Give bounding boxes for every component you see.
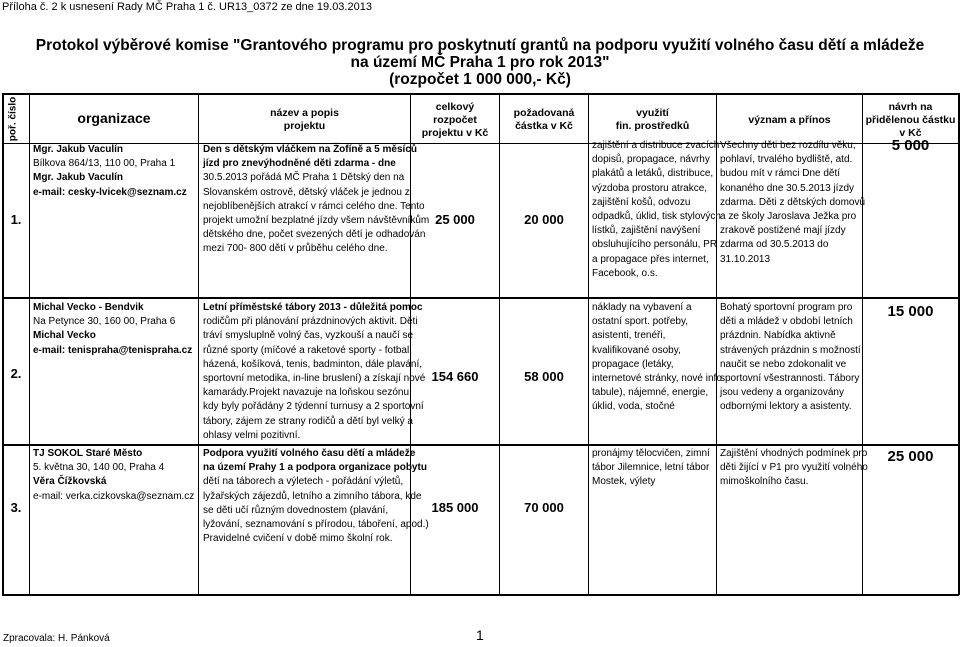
usage-cell: zajištění a distribuce zvacích dopisů, propagace, návrhy plakátů a letáků, distribuce, výzdoba prostoru atrakce, zajištění košů, odvozu odpadků, úklid, tisk stylových lístků, zajištění navýšení obsluhujícího personálu, PR a propagace přes internet, Facebook, o.s. bbox=[592, 140, 721, 279]
header-navrh: návrh na přidělenou částku v Kč bbox=[865, 101, 956, 139]
usage-cell: pronájmy tělocvičen, zimní tábor Jilemnice, letní tábor Mostek, výlety bbox=[592, 448, 710, 488]
organization-cell: TJ SOKOL Staré Město 5. května 30, 140 00, Praha 4 Věra Čížkovská e-mail: verka.cizkovska@seznam.cz bbox=[33, 448, 195, 502]
budget-value: 185 000 bbox=[431, 500, 479, 515]
proposed-amount: 25 000 bbox=[887, 448, 934, 465]
significance-cell: Všechny děti bez rozdílu věku, pohlaví, trvalého bydliště, atd. budou mít v rámci Dne dětí konaného dne 30.5.2013 jízdy zdarma. Děti z dětských domovů a ze školy Jaroslava Ježka pro zrakově postižené mají jízdy zdarma od 30.5.2013 do 31.10.2013 bbox=[720, 140, 866, 265]
project-cell: Letní příměstské tábory 2013 - důležitá pomoc rodičům při plánování prázdninových aktivit. Děti tráví smysluplně volný čas, vyzkouší a naučí se různé sporty (míčové a raketové sporty - fotbal, házená, košíková, tenis, badminton, dále plavání, sportovní metodika, in-line bruslení) a získají nové kamarády.Projekt navazuje na loňskou sezónu, kdy byly pořádány 2 týdenní turnusy a 2 sportovní tábory, zájem ze strany rodičů a dětí byl velký a ohlasy velmi pozitivní. bbox=[203, 302, 426, 441]
proposed-amount: 15 000 bbox=[887, 303, 934, 320]
requested-value: 20 000 bbox=[524, 212, 564, 227]
header-por-cislo: poř. číslo bbox=[7, 96, 19, 142]
project-cell: Podpora využití volného času dětí a mládeže na území Prahy 1 a podpora organizace pobytu dětí na táborech a výletech - pořádání výletů, lyžařských zájezdů, letního a zimního tábora, kde se děti učí různým dovednostem (plavání, lyžování, seznamování s přírodou, táboření, apod.) Pravidelné cvičení v době mimo školní rok. bbox=[203, 448, 429, 545]
organization-cell: Michal Vecko - Bendvik Na Petynce 30, 160 00, Praha 6 Michal Vecko e-mail: tenispraha@tenispraha.cz bbox=[33, 302, 193, 356]
prepared-by: Zpracovala: H. Pánková bbox=[3, 633, 110, 644]
header-pozadovana: požadovaná částka v Kč bbox=[513, 107, 575, 132]
header-nazev: název a popis projektu bbox=[270, 107, 339, 132]
header-vyznam: význam a přínos bbox=[748, 114, 831, 126]
row-number: 3. bbox=[10, 500, 22, 515]
page-title: Protokol výběrové komise "Grantového programu pro poskytnutí grantů na podporu využití volného času dětí a mládeže bbox=[35, 37, 925, 54]
requested-value: 58 000 bbox=[524, 369, 564, 384]
row-number: 1. bbox=[10, 212, 22, 227]
header-organizace: organizace bbox=[77, 110, 151, 126]
budget-value: 25 000 bbox=[435, 212, 475, 227]
row-number: 2. bbox=[10, 366, 22, 381]
usage-cell: náklady na vybavení a ostatní sport. potřeby, asistenti, trenéři, kvalifikované osoby, propagace (letáky, internetové stránky, nové info tabule), nájemné, energie, úklid, voda, stočné bbox=[592, 302, 722, 413]
annex-note: Příloha č. 2 k usnesení Rady MČ Praha 1 č. UR13_0372 ze dne 19.03.2013 bbox=[2, 1, 372, 13]
page-title-line2: na území MČ Praha 1 pro rok 2013" bbox=[350, 54, 610, 71]
page-number: 1 bbox=[476, 627, 484, 643]
budget-value: 154 660 bbox=[431, 369, 479, 384]
header-rozpocet: celkový rozpočet projektu v Kč bbox=[421, 101, 489, 139]
organization-cell: Mgr. Jakub Vaculín Bílkova 864/13, 110 00, Praha 1 Mgr. Jakub Vaculín e-mail: cesky-lvicek@seznam.cz bbox=[33, 144, 187, 198]
header-vyuziti: využití fin. prostředků bbox=[615, 107, 690, 132]
proposed-amount: 5 000 bbox=[891, 137, 930, 154]
project-cell: Den s dětským vláčkem na Žofíně a 5 měsíců jízd pro znevýhodněné děti zdarma - dne 30.5.2013 pořádá MČ Praha 1 Dětský den na Slovanském ostrově, dětský vláček je jednou z nejoblíbenějších atrakcí v rámci celého dne. Tento projekt umožní bezplatné jízdy všem návštěvníkům dětského dne, počet svezených dětí je odhadován mezi 700- 800 dětí v průběhu celého dne. bbox=[203, 144, 430, 255]
budget-subtitle: (rozpočet 1 000 000,- Kč) bbox=[389, 71, 571, 88]
requested-value: 70 000 bbox=[524, 500, 564, 515]
significance-cell: Bohatý sportovní program pro děti a mládež v období letních prázdnin. Nabídka aktivně strávených prázdnin s možností naučit se nebo zdokonalit ve sportovní všestrannosti. Tábory jsou vedeny a organizovány odbornými lektory a asistenty. bbox=[720, 302, 861, 413]
significance-cell: Zajištění vhodných podmínek pro děti žijící v P1 pro využití volného mimoškolního času. bbox=[720, 448, 868, 488]
